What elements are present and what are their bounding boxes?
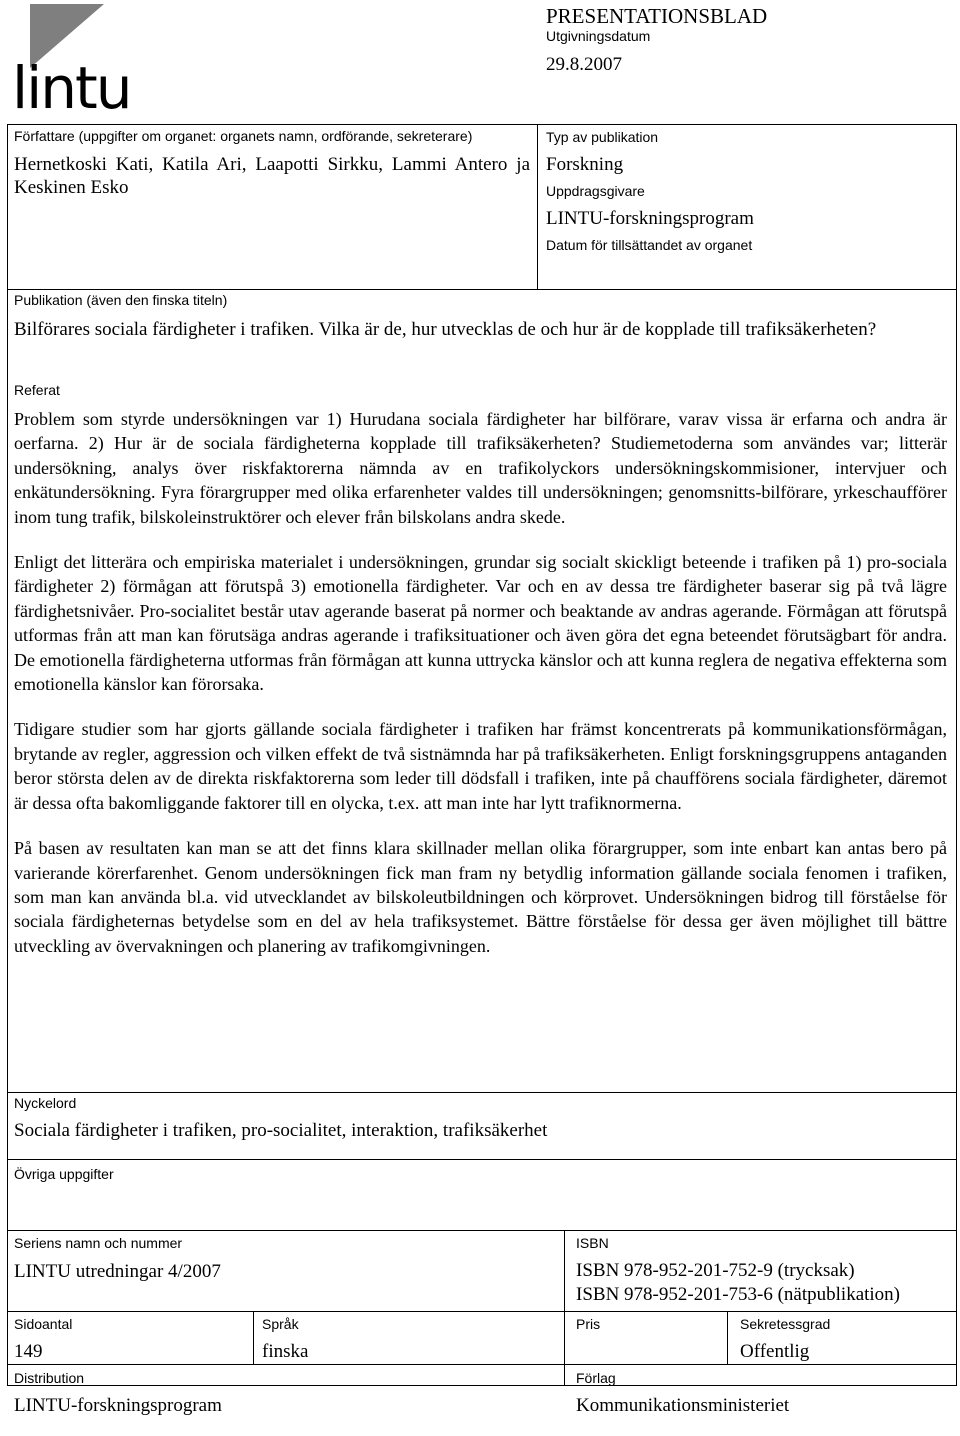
frame-line-series: [7, 1230, 957, 1231]
frame-line-publication: [7, 289, 957, 290]
frame-divider-confidentiality: [727, 1311, 728, 1364]
publication-title: Bilförares sociala färdigheter i trafiken. Vilka är de, hur utvecklas de och hur är de kopplade till trafiksäkerheten?: [14, 319, 877, 340]
publication-type-value: Forskning: [546, 154, 624, 175]
price-label: Pris: [576, 1316, 601, 1332]
distribution-value: LINTU-forskningsprogram: [14, 1395, 222, 1416]
abstract-body: [14, 407, 947, 979]
frame-divider-language: [253, 1311, 254, 1364]
other-info-label: Övriga uppgifter: [14, 1166, 114, 1182]
abstract-paragraph: Enligt det litterära och empiriska materialet i undersökningen, grundar sig socialt skickligt beteende i trafiken på 1) pro-sociala färdigheter 2) förmågan att förutspå 3) emotionella färdigheter. Var och en av dessa tre färdigheter baserar sig på två lägre färdighetsnivåer. Pro-socialitet består utav agerande baserat på normer och beaktande av andras agerande. Förmågan att förutspå utformas från att man kan förutsäga andras agerande i trafiksituationer och även göra det egna beteendet förutsägbart för andra. De emotionella färdigheterna utformas från förmågan att kunna uttrycka känslor och att kunna reglera de negativa effekterna som emotionella känslor kan förorsaka.: [14, 552, 947, 695]
frame-line-other: [7, 1159, 957, 1160]
frame-divider-series: [564, 1230, 565, 1385]
frame-top: [7, 124, 957, 125]
authors-value: Hernetkoski Kati, Katila Ari, Laapotti Sirkku, Lammi Antero ja Keskinen Esko: [14, 154, 530, 198]
authors-label: Författare (uppgifter om organet: organets namn, ordförande, sekreterare): [14, 128, 473, 144]
logo-wordmark: lintu: [12, 54, 131, 122]
confidentiality-label: Sekretessgrad: [740, 1316, 831, 1332]
date-label: Utgivningsdatum: [546, 28, 651, 44]
lintu-logo: [12, 2, 152, 124]
abstract-paragraph: På basen av resultaten kan man se att det finns klara skillnader mellan olika förargrupper, som inte enbart kan antas bero på varierande körerfarenhet. Genom undersökningen fick man fram ny betydlig information gällande sociala fenomen i trafiken, som man kan använda bl.a. vid utvecklandet av bilskoleutbildningen och körprovet. Undersökningen bidrog till förståelse för sociala färdigheternas betydelse som en del av hela trafiksystemet. Bättre förståelse för dessa ger även möjlighet till bättre utveckling av övervakningen och planering av trafikomgivningen.: [14, 838, 947, 956]
distribution-label: Distribution: [14, 1370, 85, 1386]
commissioner-label: Uppdragsgivare: [546, 183, 645, 199]
document-type: PRESENTATIONSBLAD: [546, 4, 768, 28]
appointment-date-label: Datum för tillsättandet av organet: [546, 237, 753, 253]
frame-bottom: [7, 1385, 957, 1386]
keywords-value: Sociala färdigheter i trafiken, pro-socialitet, interaktion, trafiksäkerhet: [14, 1120, 548, 1141]
publication-type-label: Typ av publikation: [546, 129, 659, 145]
abstract-paragraph: Problem som styrde undersökningen var 1) Hurudana sociala färdigheter har bilförare, varav vissa är erfarna och andra är oerfarna. 2) Hur är de sociala färdigheterna kopplade till trafiksäkerheten? Studiemetoderna som användes var; litterär undersökning, analys över riskfaktorerna nämnda av en trafikolyckors undersökningskommisioner, intervjuer och enkätundersökning. Fyra förargrupper med olika erfarenheter valdes till undersökningen; genomsnitts-bilförare, yrkeschaufförer inom tung trafik, bilskoleinstruktörer och elever från bilskolans andra skede.: [14, 409, 947, 527]
abstract-paragraph: Tidigare studier som har gjorts gällande sociala färdigheter i trafiken har främst koncentrerats på kommunikationsförmågan, brytande av regler, aggression och vilken effekt de två sistnämnda har på trafiksäkerheten. Enligt forskningsgruppens antaganden beror största delen av de direkta riskfaktorerna som leder till dödsfall i trafiken, inte på chaufförens sociala färdigheter, däremot är dessa ofta bakomliggande faktorer till en olycka, t.ex. att man inte har lytt trafiknormerna.: [14, 719, 947, 813]
isbn-label: ISBN: [576, 1235, 609, 1251]
pages-label: Sidoantal: [14, 1316, 73, 1332]
frame-right: [956, 124, 957, 1385]
language-value: finska: [262, 1341, 309, 1362]
frame-line-pages: [7, 1311, 957, 1312]
pages-value: 149: [14, 1341, 43, 1362]
keywords-label: Nyckelord: [14, 1095, 77, 1111]
publication-label: Publikation (även den finska titeln): [14, 292, 228, 308]
date-value: 29.8.2007: [546, 54, 622, 75]
series-label: Seriens namn och nummer: [14, 1235, 183, 1251]
commissioner-value: LINTU-forskningsprogram: [546, 208, 754, 229]
abstract-label: Referat: [14, 382, 60, 398]
series-value: LINTU utredningar 4/2007: [14, 1261, 221, 1282]
language-label: Språk: [262, 1316, 299, 1332]
frame-left: [7, 124, 8, 1385]
isbn-print: ISBN 978-952-201-752-9 (trycksak): [576, 1260, 855, 1281]
publisher-value: Kommunikationsministeriet: [576, 1395, 790, 1416]
frame-line-distribution: [7, 1364, 957, 1365]
frame-divider-top: [537, 124, 538, 289]
confidentiality-value: Offentlig: [740, 1341, 810, 1362]
publisher-label: Förlag: [576, 1370, 616, 1386]
frame-line-keywords: [7, 1092, 957, 1093]
isbn-online: ISBN 978-952-201-753-6 (nätpublikation): [576, 1284, 901, 1305]
